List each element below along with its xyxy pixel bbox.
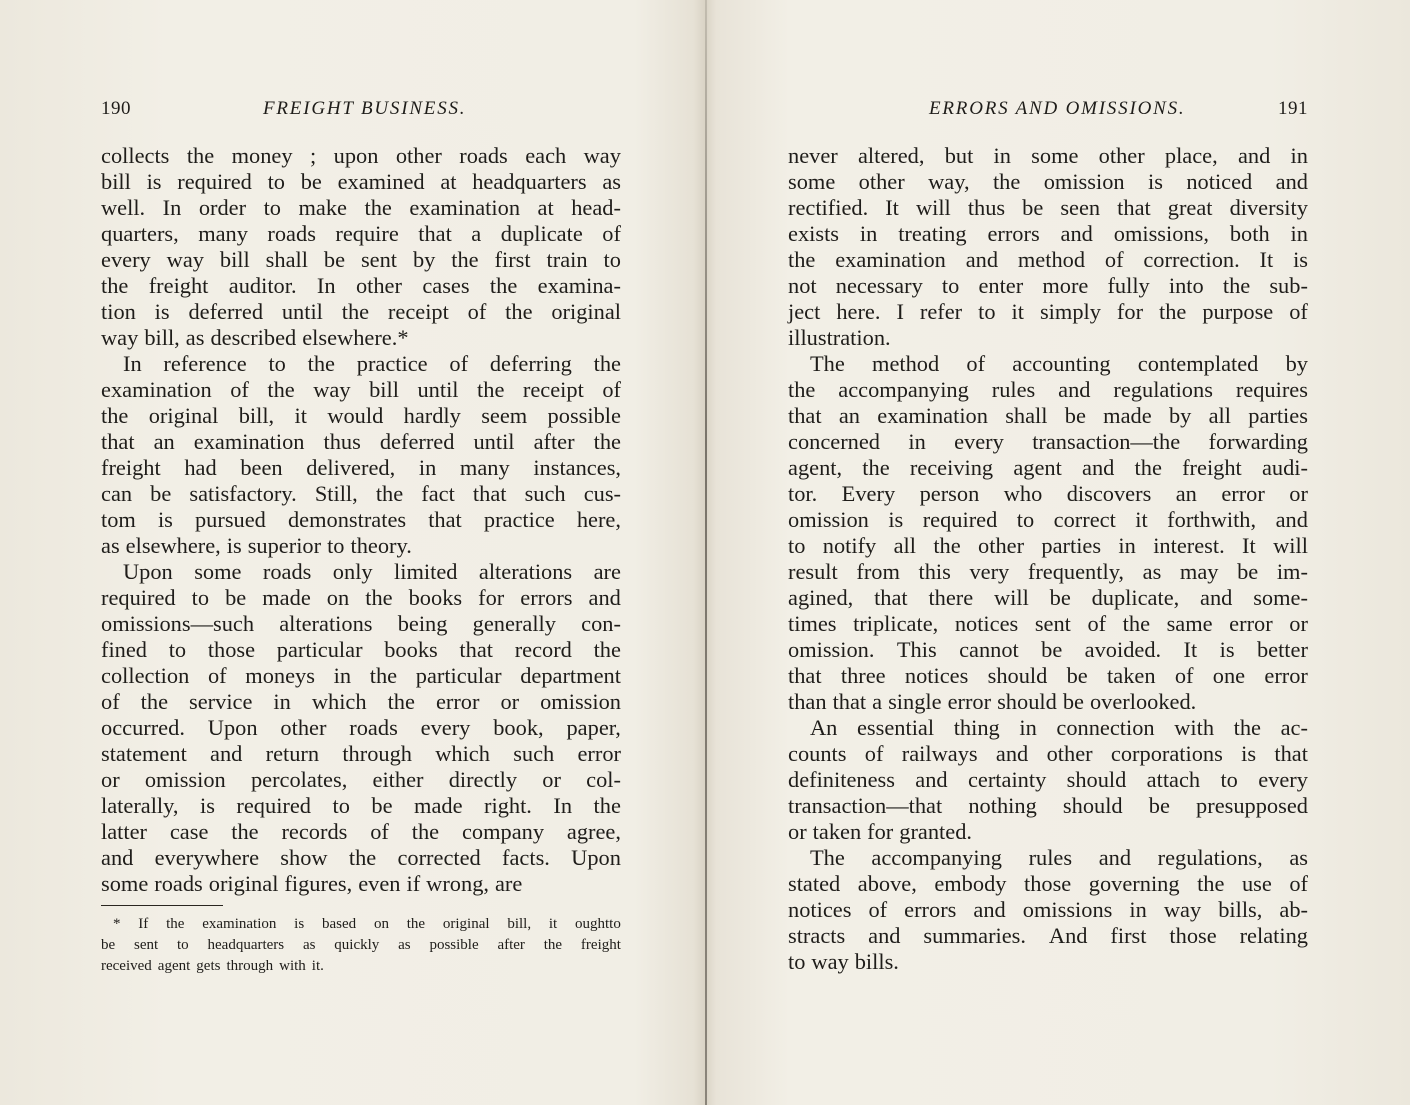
- footnote: [101, 914, 621, 977]
- text-line: The accompanying rules and regulations, as: [810, 845, 1308, 870]
- text-line: ject here. I refer to it simply for the purpose of: [788, 299, 1308, 324]
- text-line: tom is pursued demonstrates that practice here,: [101, 507, 621, 532]
- right-page-number: 191: [1278, 98, 1308, 119]
- text-line: transaction—that nothing should be presupposed: [788, 793, 1308, 818]
- text-line: The method of accounting contemplated by: [810, 351, 1308, 376]
- text-line: agent, the receiving agent and the freight audi-: [788, 455, 1308, 480]
- text-line: result from this very frequently, as may be im-: [788, 559, 1308, 584]
- text-line: definiteness and certainty should attach to every: [788, 767, 1308, 792]
- text-line: some roads original figures, even if wrong, are: [101, 871, 523, 896]
- text-line: quarters, many roads require that a duplicate of: [101, 221, 621, 246]
- text-line: times triplicate, notices sent of the same error or: [788, 611, 1308, 636]
- text-line: the freight auditor. In other cases the examina-: [101, 273, 621, 298]
- text-line: and everywhere show the corrected facts. Upon: [101, 845, 621, 870]
- text-line: omission is required to correct it forthwith, and: [788, 507, 1308, 532]
- text-line: omissions—such alterations being generally con-: [101, 611, 621, 636]
- text-line: latter case the records of the company agree,: [101, 819, 621, 844]
- text-line: exists in treating errors and omissions, both in: [788, 221, 1308, 246]
- right-running-title: ERRORS AND OMISSIONS.: [929, 98, 1186, 119]
- text-line: can be satisfactory. Still, the fact that such cus-: [101, 481, 621, 506]
- text-line: bill is required to be examined at headquarters as: [101, 169, 621, 194]
- text-line: that an examination thus deferred until after the: [101, 429, 621, 454]
- text-line: An essential thing in connection with the ac-: [810, 715, 1308, 740]
- left-running-head: [101, 94, 621, 124]
- text-line: never altered, but in some other place, and in: [788, 143, 1308, 168]
- text-line: concerned in every transaction—the forwarding: [788, 429, 1308, 454]
- text-line: the examination and method of correction. It is: [788, 247, 1308, 272]
- text-line: fined to those particular books that record the: [101, 637, 621, 662]
- left-page-number: 190: [101, 98, 131, 119]
- text-line: Upon some roads only limited alterations are: [123, 559, 621, 584]
- text-line: rectified. It will thus be seen that great diversity: [788, 195, 1308, 220]
- text-line: to notify all the other parties in interest. It will: [788, 533, 1308, 558]
- right-page-body: [788, 143, 1308, 975]
- text-line: the accompanying rules and regulations requires: [788, 377, 1308, 402]
- text-line: that an examination shall be made by all parties: [788, 403, 1308, 428]
- text-line: laterally, is required to be made right. In the: [101, 793, 621, 818]
- text-line: or omission percolates, either directly or col-: [101, 767, 621, 792]
- text-line: that three notices should be taken of one error: [788, 663, 1308, 688]
- text-line: way bill, as described elsewhere.*: [101, 325, 409, 350]
- footnote-line: * If the examination is based on the original bill, it oughtto: [113, 916, 621, 932]
- text-line: In reference to the practice of deferring the: [123, 351, 621, 376]
- right-running-head: [788, 94, 1308, 124]
- text-line: the original bill, it would hardly seem possible: [101, 403, 621, 428]
- text-line: stated above, embody those governing the use of: [788, 871, 1308, 896]
- text-line: required to be made on the books for errors and: [101, 585, 621, 610]
- text-line: examination of the way bill until the receipt of: [101, 377, 621, 402]
- text-line: stracts and summaries. And first those relating: [788, 923, 1308, 948]
- text-line: or taken for granted.: [788, 819, 973, 844]
- text-line: tor. Every person who discovers an error or: [788, 481, 1308, 506]
- text-line: than that a single error should be overlooked.: [788, 689, 1197, 714]
- text-line: not necessary to enter more fully into the sub-: [788, 273, 1308, 298]
- text-line: omission. This cannot be avoided. It is better: [788, 637, 1308, 662]
- text-line: of the service in which the error or omission: [101, 689, 621, 714]
- footnote-line: received agent gets through with it.: [101, 958, 324, 974]
- text-line: to way bills.: [788, 949, 899, 974]
- text-line: occurred. Upon other roads every book, paper,: [101, 715, 621, 740]
- text-line: collects the money ; upon other roads each way: [101, 143, 621, 168]
- text-line: some other way, the omission is noticed and: [788, 169, 1308, 194]
- text-line: counts of railways and other corporations is that: [788, 741, 1308, 766]
- text-line: illustration.: [788, 325, 891, 350]
- text-line: agined, that there will be duplicate, and some-: [788, 585, 1308, 610]
- text-line: as elsewhere, is superior to theory.: [101, 533, 412, 558]
- text-line: notices of errors and omissions in way bills, ab-: [788, 897, 1308, 922]
- book-gutter: [705, 0, 707, 1105]
- left-page-body: [101, 143, 621, 897]
- text-line: freight had been delivered, in many instances,: [101, 455, 621, 480]
- footnote-line: be sent to headquarters as quickly as possible after the freight: [101, 937, 621, 953]
- text-line: collection of moneys in the particular department: [101, 663, 621, 688]
- text-line: every way bill shall be sent by the first train to: [101, 247, 621, 272]
- text-line: well. In order to make the examination at head-: [101, 195, 621, 220]
- footnote-rule: [101, 905, 223, 906]
- left-running-title: FREIGHT BUSINESS.: [263, 98, 467, 119]
- text-line: statement and return through which such error: [101, 741, 621, 766]
- text-line: tion is deferred until the receipt of the original: [101, 299, 621, 324]
